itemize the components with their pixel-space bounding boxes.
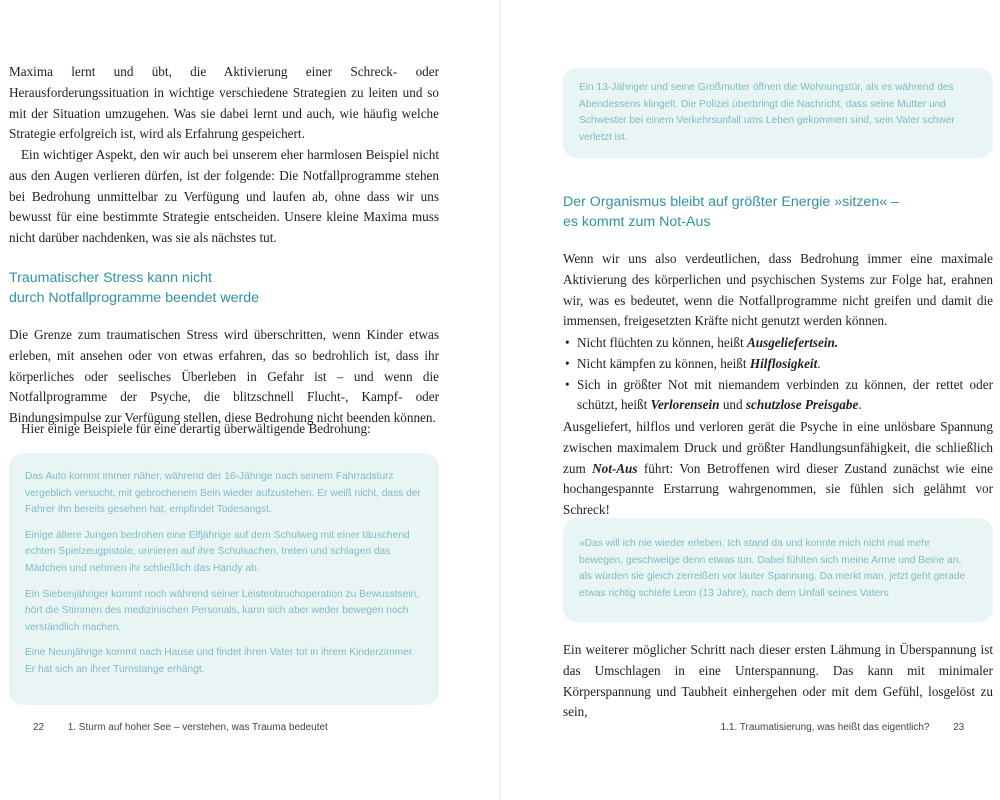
right-paragraph-1: Wenn wir uns also verdeutlichen, dass Bedrohung immer eine maximale Aktivierung des körperlichen und psychischen Systems zur Folge hat, erahnen wir, was es bedeutet, wenn die Notfallprogramme nicht greifen und damit die immensen, freigesetzten Kräfte nicht genutzt werden können. (563, 251, 993, 329)
left-running-title: 1. Sturm auf hoher See – verstehen, was Trauma bedeutet (67, 722, 328, 733)
left-footer (33, 722, 328, 733)
consequence-list (563, 333, 993, 416)
list-item: • Sich in größter Not mit niemandem verbinden zu können, der rettet oder schützt, heißt Verlorensein und schutzlose Preisgabe. (563, 375, 993, 417)
book-gutter (499, 0, 501, 800)
right-page (563, 0, 993, 800)
example-item-2: Einige ältere Jungen bedrohen eine Elfjährige auf dem Schulweg mit einer täuschend echten Spielzeugpistole, urinieren auf ihre Schulsachen, treten und schlagen das Mädchen und nehmen ihr schließlich das Handy ab. (25, 529, 410, 574)
left-page (9, 0, 439, 800)
example-item-1: Das Auto kommt immer näher, während der 16-Jährige nach seinem Fahrradsturz vergeblich versucht, mit gebrochenem Bein wieder aufzustehen. Er weiß nicht, dass der Fahrer ihn bereits gesehen hat, empfindet Todesangst. (25, 471, 421, 516)
left-page-number: 22 (33, 722, 45, 733)
right-paragraph-3: Ein weiterer möglicher Schritt nach dieser ersten Lähmung in Überspannung ist das Umschlagen in eine Unterspannung. Das kann mit minimaler Körperspannung und Taubheit einhergehen oder mit dem Gefühl, losgelöst zu sein, (563, 642, 993, 720)
quote-box-leon (563, 518, 993, 622)
right-heading-line-1: Der Organismus bleibt auf größter Energie »sitzen« – (563, 194, 899, 210)
right-footer (563, 722, 993, 733)
right-section-heading (563, 192, 993, 232)
example-item-3: Ein Siebenjähriger kommt noch während seiner Leistenbruchoperation zu Bewusstsein, hört die Stimmen des medizinischen Personals, kann sich aber weder bewegen noch verständlich machen. (25, 588, 420, 633)
right-box-2-text: »Das will ich nie wieder erleben. Ich stand da und konnte mich nicht mal mehr bewegen, geschweige denn etwas tun. Dabei fühlten sich meine Arme und Beine an, als würden sie gleich zerreißen vor lauter Spannung. Da merkt man, jetzt geht gerade etwas richtig schiefe Leon (13 Jahre), nach dem Unfall seines Vaters (579, 538, 966, 599)
list-item: • Nicht flüchten zu können, heißt Ausgeliefertsein. (563, 333, 993, 354)
right-paragraph-2: Ausgeliefert, hilflos und verloren gerät die Psyche in eine unlösbare Spannung zwischen maximalem Druck und größter Handlungsunfähigkeit, die schließlich zum Not-Aus führt: Von Betroffenen wird dieser Zustand zunächst wie eine hochangespannte Erstarrung wahrgenommen, sie fühlen sich gelähmt vor Schreck! (563, 419, 993, 518)
left-paragraph-3: Die Grenze zum traumatischen Stress wird überschritten, wenn Kinder etwas erleben, mit ansehen oder von etwas erfahren, das so bedrohlich ist, dass ihr körperliches oder seelisches Überleben in Gefahr ist – und wenn die Notfallprogramme der Psyche, die blitzschnell Flucht-, Kampf- oder Bindungsimpulse zur Verfügung stellen, diese Bedrohung nicht beenden können. (9, 327, 439, 426)
example-item-4: Eine Neunjährige kommt nach Hause und findet ihren Vater tot in ihrem Kinderzimmer. Er hat sich an ihrer Turnstange erhängt. (25, 647, 415, 675)
list-item: • Nicht kämpfen zu können, heißt Hilflosigkeit. (563, 354, 993, 375)
right-box-1-text: Ein 13-Jähriger und seine Großmutter öffnen die Wohnungstür, als es während des Abendessens klingelt. Die Polizei überbringt die Nachricht, dass seine Mutter und Schwester bei einem Verkehrsunfall ums Leben gekommen sind, sein Vater schwer verletzt ist. (579, 82, 955, 143)
left-heading-line-2: durch Notfallprogramme beendet werde (9, 290, 259, 306)
left-heading-line-1: Traumatischer Stress kann nicht (9, 270, 212, 286)
quote-box-family-news (563, 68, 993, 158)
left-section-heading (9, 268, 439, 308)
left-paragraph-1: Maxima lernt und übt, die Aktivierung einer Schreck- oder Herausforderungssituation in wichtige verschiedene Strategien zu leiten und so mit der Situation umzugehen. Was sie dabei lernt und auch, wie häufig welche Strategie erfolgreich ist, wird als Erfahrung gespeichert. (9, 64, 439, 142)
left-paragraph-4: Hier einige Beispiele für eine derartig überwältigende Bedrohung: (21, 421, 371, 436)
right-running-title: 1.1. Traumatisierung, was heißt das eigentlich? (720, 722, 930, 733)
examples-box (9, 453, 439, 705)
right-page-number: 23 (953, 722, 965, 733)
left-paragraph-2: Ein wichtiger Aspekt, den wir auch bei unserem eher harmlosen Beispiel nicht aus den Augen verlieren dürfen, ist der folgende: Die Notfallprogramme stehen bei Bedrohung unmittelbar zu Verfügung und laufen ab, ohne dass wir uns bewusst für eine bestimmte Strategie entscheiden. Unsere kleine Maxima muss nicht darüber nachdenken, was sie als nächstes tut. (9, 147, 439, 246)
right-heading-line-2: es kommt zum Not-Aus (563, 214, 711, 230)
